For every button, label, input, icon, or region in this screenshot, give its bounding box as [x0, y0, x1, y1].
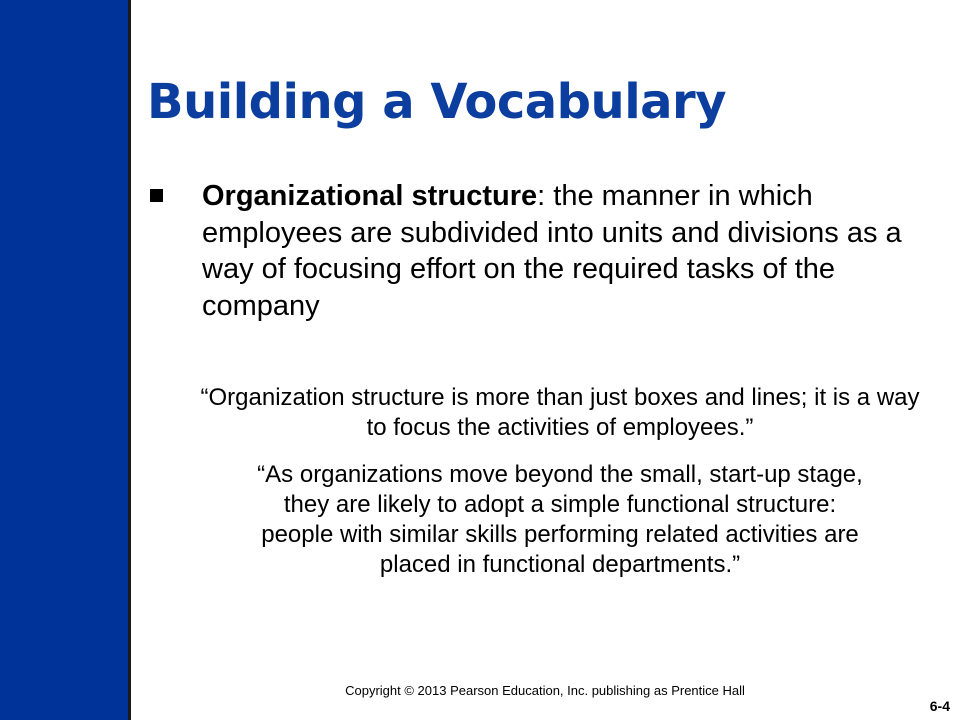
quote-2-container [200, 460, 920, 580]
copyright-notice: Copyright © 2013 Pearson Education, Inc. publishing as Prentice Hall [345, 683, 745, 698]
bullet-term: Organizational structure [202, 180, 538, 212]
quote-1: “Organization structure is more than just boxes and lines; it is a way to focus the activities of employees.” [200, 384, 920, 441]
bullet-text [202, 178, 920, 324]
slide-title: Building a Vocabulary [147, 74, 726, 130]
square-bullet-icon [150, 189, 163, 202]
side-bar-decoration [0, 0, 128, 720]
bullet-definition: : the manner in which employees are subdivided into units and divisions as a way of focusing effort on the required tasks of the company [202, 180, 902, 322]
side-bar-edge [128, 0, 131, 720]
quote-2: “As organizations move beyond the small, start-up stage, they are likely to adopt a simple functional structure: people with similar skills performing related activities are placed in functional departments.” [257, 461, 863, 578]
page-number: 6-4 [929, 698, 950, 714]
